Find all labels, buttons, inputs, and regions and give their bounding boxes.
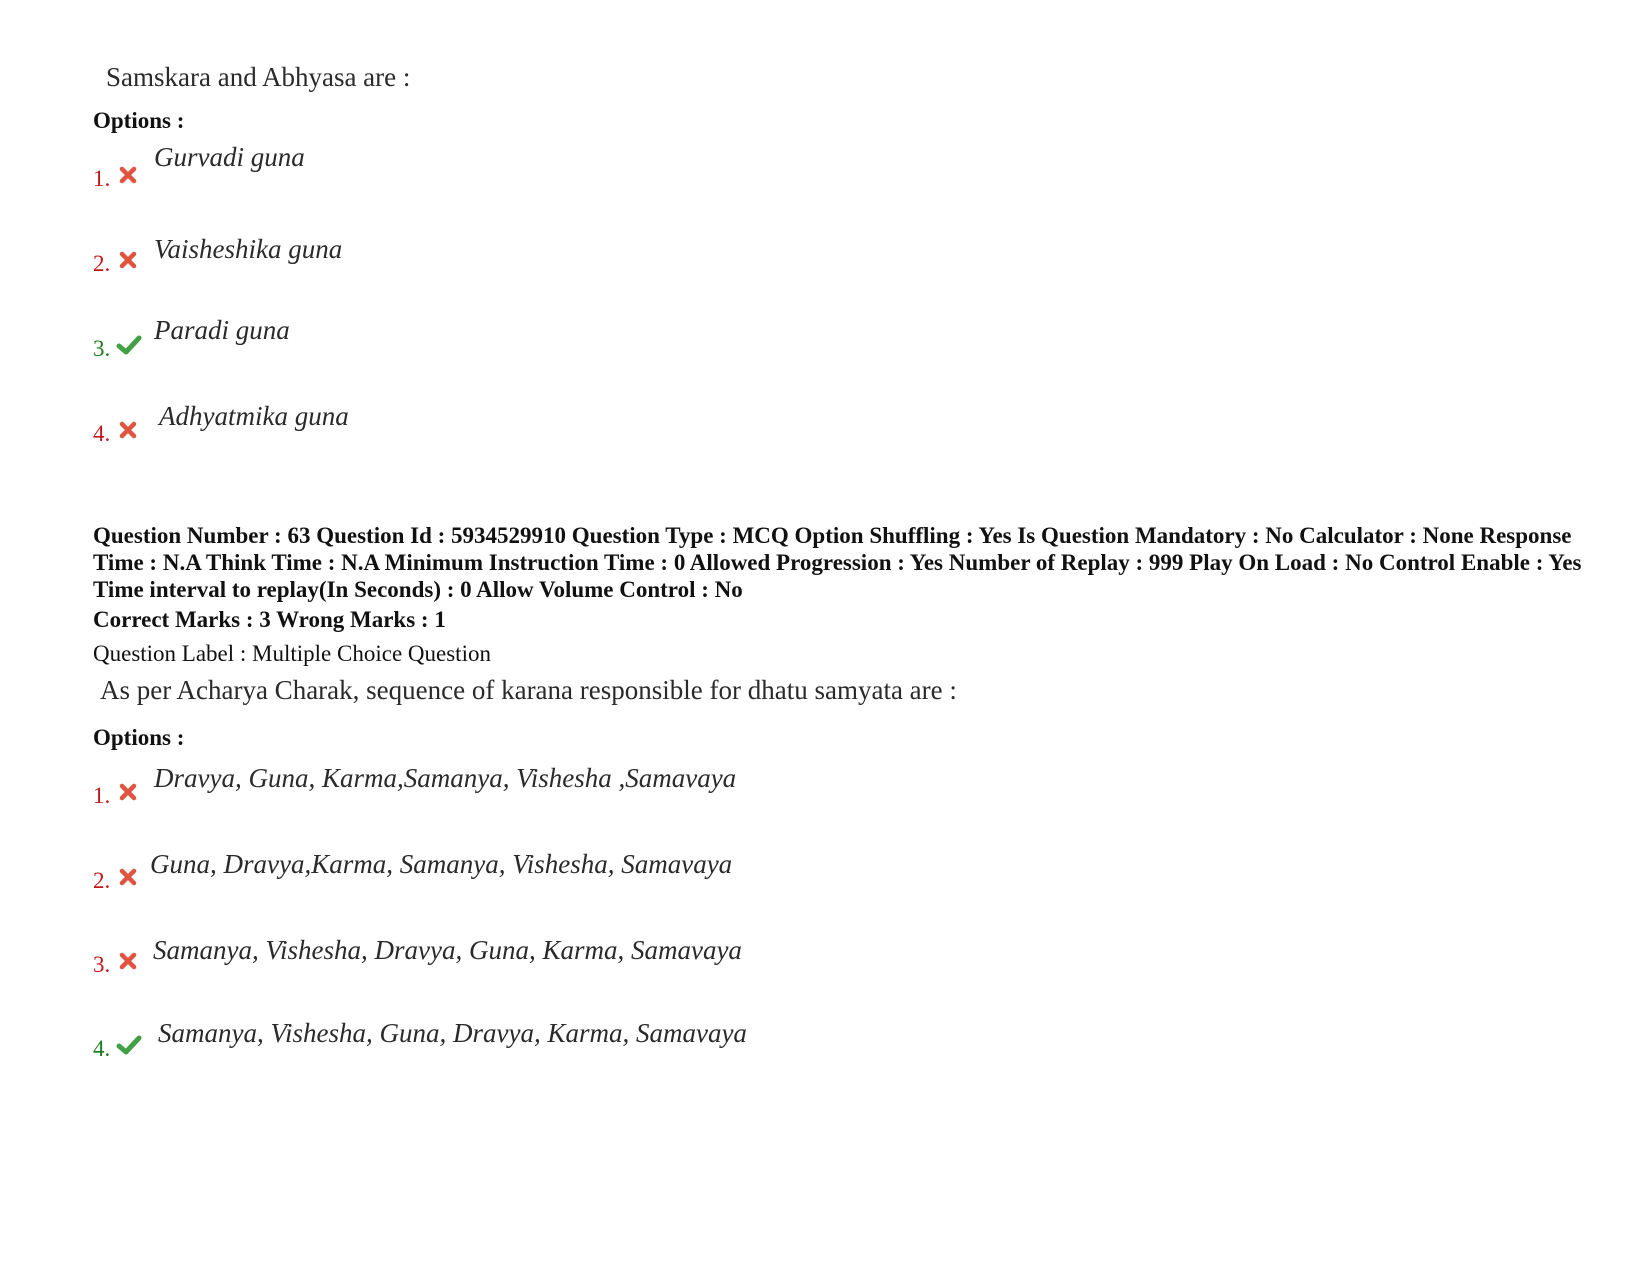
options-label-1: Options : <box>93 108 185 133</box>
check-icon <box>116 334 142 356</box>
question-label: Question Label : Multiple Choice Question <box>93 641 491 666</box>
cross-icon <box>117 419 139 441</box>
q2-option-1-text: Dravya, Guna, Karma,Samanya, Vishesha ,Samavaya <box>154 763 737 793</box>
cross-icon <box>117 249 139 271</box>
q2-option-3-number: 3. <box>93 952 111 977</box>
marks-info: Correct Marks : 3 Wrong Marks : 1 <box>93 607 446 632</box>
q1-option-3-text: Paradi guna <box>154 315 290 345</box>
cross-icon <box>117 866 139 888</box>
q1-option-4-text: Adhyatmika guna <box>159 401 349 431</box>
question-2-text: As per Acharya Charak, sequence of karana responsible for dhatu samyata are : <box>100 675 957 705</box>
q2-option-4-number: 4. <box>93 1036 111 1061</box>
cross-icon <box>117 781 139 803</box>
q2-option-3-text: Samanya, Vishesha, Dravya, Guna, Karma, Samavaya <box>153 935 742 965</box>
q2-option-2-text: Guna, Dravya,Karma, Samanya, Vishesha, Samavaya <box>150 849 733 879</box>
question-1-text: Samskara and Abhyasa are : <box>106 62 411 92</box>
q1-option-1-text: Gurvadi guna <box>154 142 305 172</box>
options-label-2: Options : <box>93 725 185 750</box>
cross-icon <box>117 164 139 186</box>
cross-icon <box>117 950 139 972</box>
q1-option-3-number: 3. <box>93 336 111 361</box>
q2-option-2-number: 2. <box>93 868 111 893</box>
q2-option-4-text: Samanya, Vishesha, Guna, Dravya, Karma, Samavaya <box>158 1018 747 1048</box>
q2-option-1-number: 1. <box>93 783 111 808</box>
check-icon <box>116 1034 142 1056</box>
q1-option-4-number: 4. <box>93 421 111 446</box>
q1-option-2-text: Vaisheshika guna <box>154 234 343 264</box>
question-metadata: Question Number : 63 Question Id : 5934529910 Question Type : MCQ Option Shuffling : Yes Is Question Mandatory : No Calculator : None Response Time : N.A Think Time : N.A Minimum Instruction Time : 0 Allowed Progression : Yes Number of Replay : 999 Play On Load : No Control Enable : Yes Time interval to replay(In Seconds) : 0 Allow Volume Control : No <box>93 523 1582 602</box>
q1-option-1-number: 1. <box>93 166 111 191</box>
q1-option-2-number: 2. <box>93 251 111 276</box>
